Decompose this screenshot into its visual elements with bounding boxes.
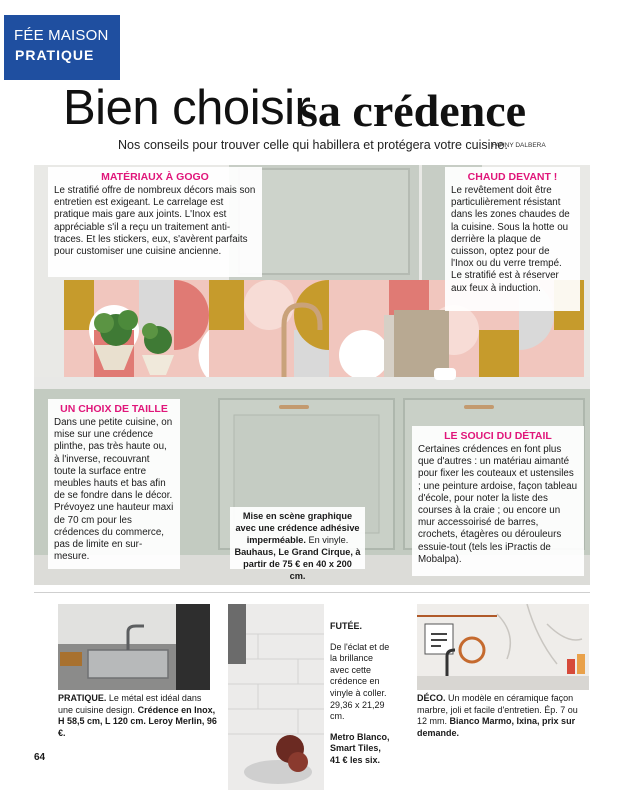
tip-taille-heading: UN CHOIX DE TAILLE [60, 403, 168, 415]
main-caption-normal: En vinyle. [305, 535, 349, 545]
tip-materiaux-heading: MATÉRIAUX À GOGO [101, 171, 209, 183]
product-pratique-text: Le métal est idéal dans une cuisine design. [58, 693, 202, 715]
tip-detail-heading: LE SOUCI DU DÉTAIL [444, 430, 552, 442]
tip-taille-body: Dans une petite cuisine, on mise sur une crédence plinthe, pas très haute ou, à l'inverse, recouvrant toute la surface entre meubles hauts et bas afin de se fondre dans le décor. Prévoyez une hauteur maxi de 70 cm pour les crédences du commerce, pas de limite en sur-mesure. [54, 417, 174, 563]
section-label-line1: FÉE MAISON [14, 27, 109, 44]
product-deco-tag: DÉCO. [417, 693, 446, 703]
page-number: 64 [34, 752, 46, 763]
product-photo-tiles [228, 604, 324, 790]
divider [34, 592, 590, 593]
page-title-light: Bien choisir [63, 81, 311, 135]
product-deco-details: Bianco Marmo, Ixina, prix sur demande. [417, 716, 576, 738]
product-futee-text: De l'éclat et de la brillance avec cette crédence en vinyle à coller. 29,36 x 21,29 cm. [330, 641, 390, 722]
section-badge [4, 15, 120, 80]
tip-detail [412, 426, 584, 576]
product-pratique-tag: PRATIQUE. [58, 693, 107, 703]
tip-materiaux [48, 167, 262, 277]
section-label-line2: PRATIQUE [15, 47, 95, 63]
product-deco-text: Un modèle en céramique façon marbre, joli et facile d'entretien. Ép. 7 ou 12 mm. [417, 693, 578, 727]
tip-detail-body: Certaines crédences en font plus que d'autres : un matériau aimanté pour fixer les couteaux et ustensiles ; une peinture ardoise, façon tableau d'école, pour noter la liste des courses à la craie ; ou encore un mur accessoirisé de barres, crochets, étagères ou dérouleurs essuie-tout (tels les iPractis de Mobalpa). [418, 444, 578, 565]
tip-materiaux-body: Le stratifié offre de nombreux décors mais son entretien est exigeant. Le carrelage est pratique mais gare aux joints. L'Inox est appréciable s'il a reçu un traitement anti-traces. Et les stickers, eux, s'avèrent parfaits pour customiser une cuisine ancienne. [54, 185, 256, 258]
main-caption-lead: Mise en scène graphique avec une crédence adhésive imperméable. [235, 511, 360, 545]
product-futee-tag: FUTÉE. [330, 621, 363, 631]
page-subtitle: Nos conseils pour trouver celle qui habillera et protégera votre cuisine. [118, 138, 508, 152]
product-photo-inox [58, 604, 210, 690]
page-title-bold: sa crédence [300, 85, 527, 136]
product-pratique-caption [58, 693, 218, 739]
tip-taille [48, 399, 180, 569]
product-photo-marble [417, 604, 589, 690]
product-deco-caption [417, 693, 582, 739]
author-credit: FANNY DALBERA [492, 142, 546, 149]
main-caption [230, 507, 365, 581]
tip-chaud-body: Le revêtement doit être particulièrement résistant dans les zones chaudes de la cuisine. Sous la hotte ou derrière la plaque de cuisson, optez pour de l'Inox ou du verre trempé. Le stratifié est à réserver aux feux à induction. [451, 185, 570, 294]
product-futee-details: Metro Blanco, Smart Tiles, 41 € les six. [330, 731, 390, 765]
main-caption-product: Bauhaus, Le Grand Cirque, à partir de 75 € en 40 x 200 cm. [234, 547, 361, 581]
tip-chaud-heading: CHAUD DEVANT ! [467, 171, 558, 183]
product-futee-caption [330, 612, 392, 776]
tip-chaud [445, 167, 580, 311]
product-pratique-details: Crédence en Inox, H 58,5 cm, L 120 cm. Leroy Merlin, 96 €. [58, 704, 217, 738]
